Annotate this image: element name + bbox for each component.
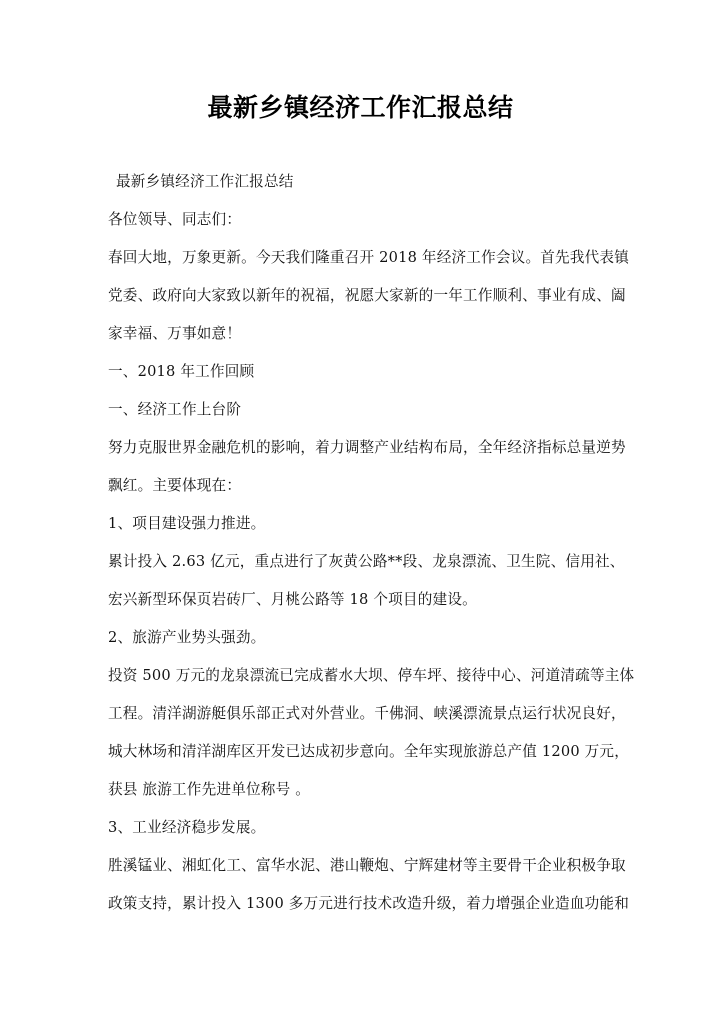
paragraph-line: 家幸福、万事如意！	[108, 325, 242, 342]
subsection-heading: 2、旅游产业势头强劲。	[108, 629, 266, 646]
subsection-heading: 1、项目建设强力推进。	[108, 515, 266, 532]
section-heading: 一、2018 年工作回顾	[108, 363, 255, 380]
paragraph-line: 投资 500 万元的龙泉漂流已完成蓄水大坝、停车坪、接待中心、河道清疏等主体	[108, 667, 635, 684]
paragraph-line: 胜溪锰业、湘虹化工、富华水泥、港山鞭炮、宁辉建材等主要骨干企业积极争取	[108, 857, 626, 874]
paragraph-line: 努力克服世界金融危机的影响，着力调整产业结构布局，全年经济指标总量逆势	[108, 439, 626, 456]
paragraph-line: 飘红。主要体现在：	[108, 477, 242, 494]
section-heading: 一、经济工作上台阶	[108, 401, 242, 418]
paragraph-line: 工程。清洋湖游艇俱乐部正式对外营业。千佛洞、峡溪漂流景点运行状况良好，	[108, 705, 626, 722]
subtitle-line: 最新乡镇经济工作汇报总结	[116, 173, 294, 190]
paragraph-line: 获县 旅游工作先进单位称号 。	[108, 781, 310, 798]
document-title: 最新乡镇经济工作汇报总结	[207, 93, 514, 122]
paragraph-line: 政策支持，累计投入 1300 多万元进行技术改造升级，着力增强企业造血功能和	[108, 895, 630, 912]
salutation-line: 各位领导、同志们：	[108, 211, 242, 228]
paragraph-line: 城大林场和清洋湖库区开发已达成初步意向。全年实现旅游总产值 1200 万元，	[108, 743, 630, 760]
subsection-heading: 3、工业经济稳步发展。	[108, 819, 266, 836]
paragraph-line: 宏兴新型环保页岩砖厂、月桃公路等 18 个项目的建设。	[108, 591, 477, 608]
paragraph-line: 累计投入 2.63 亿元，重点进行了灰黄公路**段、龙泉漂流、卫生院、信用社、	[108, 553, 625, 570]
paragraph-line: 春回大地，万象更新。今天我们隆重召开 2018 年经济工作会议。首先我代表镇	[108, 249, 630, 266]
document-body	[108, 170, 635, 930]
paragraph-line: 党委、政府向大家致以新年的祝福，祝愿大家新的一年工作顺利、事业有成、阖	[108, 287, 626, 304]
